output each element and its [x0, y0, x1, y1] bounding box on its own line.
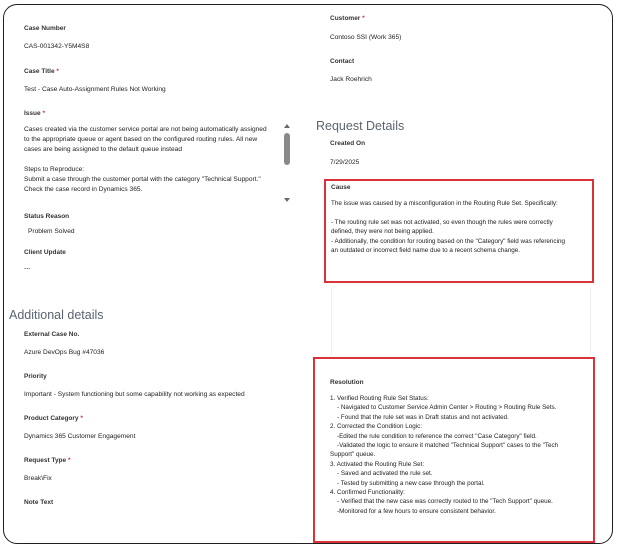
required-mark: * [362, 15, 365, 22]
resolution-line: -Edited the rule condition to reference the correct "Case Category" field. [330, 432, 537, 440]
case-title-label [24, 68, 59, 75]
issue-scrollbar[interactable] [284, 124, 290, 204]
created-on-field[interactable]: 7/29/2025 [330, 159, 360, 166]
note-text-label: Note Text [24, 499, 54, 506]
case-form-panel [3, 4, 613, 544]
contact-field[interactable]: Jack Roehrich [330, 76, 372, 83]
client-update-label: Client Update [24, 249, 66, 256]
client-update-field[interactable]: --- [24, 265, 31, 272]
case-title-field[interactable]: Test - Case Auto-Assignment Rules Not Working [24, 86, 166, 93]
resolution-line: -Monitored for a few hours to ensure consistent behavior. [330, 507, 496, 515]
issue-overflow-fade [24, 201, 282, 205]
cause-line: - The routing rule set was not activated, so even though the rules were correctly [331, 218, 553, 226]
scroll-down-icon[interactable] [284, 198, 290, 202]
request-details-title: Request Details [316, 119, 405, 133]
resolution-line: - Found that the rule set was in Draft status and not activated. [330, 413, 509, 421]
required-mark: * [42, 110, 45, 117]
resolution-line: 2. Corrected the Condition Logic: [330, 423, 423, 431]
resolution-textarea[interactable] [330, 394, 592, 516]
priority-label: Priority [24, 373, 47, 380]
issue-label [24, 110, 45, 117]
scroll-thumb[interactable] [284, 133, 290, 165]
cause-line: an outdated or incorrect field name due to a recent schema change. [331, 247, 521, 255]
product-category-label [24, 415, 83, 422]
created-on-label: Created On [330, 140, 366, 147]
cause-label: Cause [331, 184, 351, 191]
required-mark: * [56, 68, 59, 75]
scroll-up-icon[interactable] [284, 124, 290, 128]
cause-line: defined, they were not being applied. [331, 228, 434, 236]
product-category-field[interactable]: Dynamics 365 Customer Engagement [24, 433, 136, 440]
resolution-line: 1. Verified Routing Rule Set Status: [330, 395, 429, 402]
case-number-label: Case Number [24, 25, 66, 32]
resolution-label: Resolution [330, 379, 364, 386]
resolution-line: Support" queue. [330, 451, 376, 459]
customer-label [330, 15, 365, 22]
resolution-line: - Verified that the new case was correctly routed to the "Tech Support" queue. [330, 498, 553, 506]
resolution-line: -Validated the logic to ensure it matched "Technical Support" cases to the "Tech [330, 442, 559, 450]
status-reason-field[interactable]: Problem Solved [28, 228, 75, 235]
product-category-label-text: Product Category [24, 415, 79, 422]
request-type-label [24, 457, 70, 464]
case-title-label-text: Case Title [24, 68, 55, 75]
resolution-line: - Navigated to Customer Service Admin Center > Routing > Routing Rule Sets. [330, 404, 557, 412]
resolution-line: 3. Activated the Routing Rule Set: [330, 460, 425, 468]
priority-field[interactable]: Important - System functioning but some capability not working as expected [24, 391, 245, 398]
customer-field[interactable]: Contoso SSI (Work 365) [330, 34, 402, 41]
required-mark: * [67, 457, 71, 464]
customer-label-text: Customer [330, 15, 361, 22]
cause-line: The issue was caused by a misconfiguration in the Routing Rule Set. Specifically: [331, 200, 558, 207]
issue-label-text: Issue [24, 110, 41, 117]
cause-line: - Additionally, the condition for routing based on the "Category" field was referencing [331, 237, 565, 245]
external-case-field[interactable]: Azure DevOps Bug #47036 [24, 349, 105, 356]
status-reason-label: Status Reason [24, 213, 70, 220]
empty-field-area [331, 287, 591, 355]
additional-details-title: Additional details [9, 308, 104, 322]
cause-textarea[interactable] [331, 199, 593, 255]
issue-textarea[interactable] [24, 125, 282, 203]
case-number-field[interactable]: CAS-001342-Y5M4S8 [24, 43, 90, 50]
cause-line [331, 208, 593, 217]
external-case-label: External Case No. [24, 331, 80, 338]
required-mark: * [80, 415, 83, 422]
request-type-field[interactable]: Break\Fix [24, 475, 52, 482]
resolution-line: - Tested by submitting a new case through the portal. [330, 479, 485, 487]
contact-label: Contact [330, 58, 355, 65]
resolution-line: 4. Confirmed Functionality: [330, 489, 405, 497]
resolution-line: - Saved and activated the rule set. [330, 470, 433, 478]
issue-text: Cases created via the customer service portal are not being automatically assigned to the appropriate queue or agent based on the configured routing rules. All new cases are being assigned to the default queue instead Steps to Reproduce: Submit a case through the customer portal with the category "Technical Support." Check the case record in Dynamics 365. [24, 126, 267, 193]
request-type-label-text: Request Type [24, 457, 67, 464]
